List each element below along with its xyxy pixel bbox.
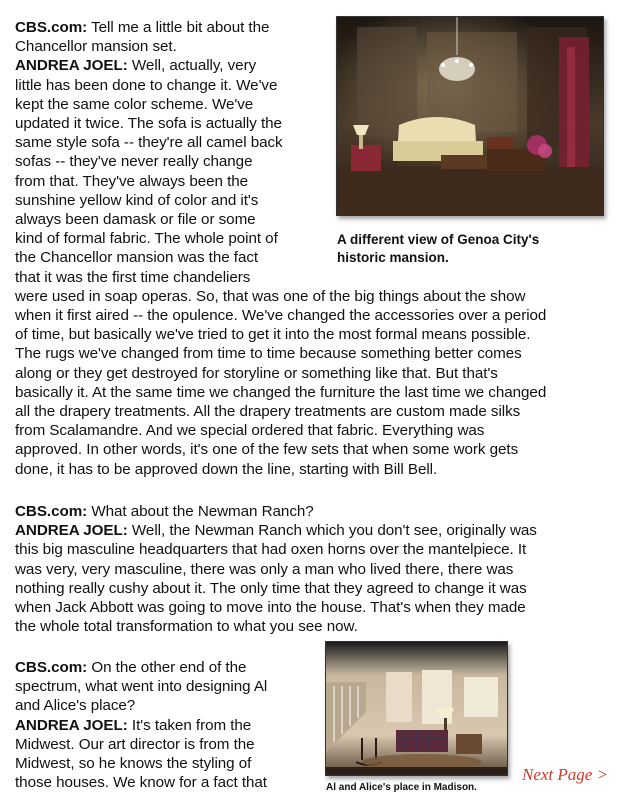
- q3-answer-speaker: ANDREA JOEL:: [15, 716, 128, 734]
- q1-answer-line: always been damask or file or some: [15, 211, 256, 229]
- q1-answer-line: from that. They've always been the: [15, 172, 249, 190]
- q1-speaker: CBS.com:: [15, 19, 88, 36]
- mansion-caption: [337, 231, 617, 267]
- q3-answer-line: Midwest. Our art director is from the: [15, 735, 255, 753]
- q1-answer-line: updated it twice. The sofa is actually the: [15, 115, 282, 133]
- al-alice-caption: Al and Alice's place in Madison.: [326, 782, 477, 793]
- q2-answer-line: when Jack Abbott was going to move into the house. That's when they made: [15, 599, 526, 617]
- al-alice-photo: [325, 641, 508, 776]
- q2-speaker: CBS.com:: [15, 503, 88, 520]
- q3-question-line: spectrum, what went into designing Al: [15, 678, 268, 696]
- q3-answer-first: [15, 716, 315, 735]
- q1-question-part1: Tell me a little bit about the: [91, 19, 270, 36]
- q3-answer-line: Midwest, so he knows the styling of: [15, 755, 252, 773]
- q2-question: What about the Newman Ranch?: [91, 503, 314, 520]
- q2-answer-line: Well, the Newman Ranch which you don't see, originally was: [131, 522, 537, 540]
- q1-answer-line: sunshine yellow kind of color and it's: [15, 191, 259, 209]
- mansion-caption-line: A different view of Genoa City's: [337, 232, 540, 247]
- next-page-link[interactable]: Next Page >: [522, 765, 609, 784]
- mansion-caption-line: historic mansion.: [337, 250, 449, 265]
- q1-line-2: Chancellor mansion set.: [15, 38, 177, 56]
- q1-answer-line: little has been done to change it. We've: [15, 76, 278, 94]
- q1-answer-line: along or they get destroyed for storyline or something like that. But that's: [15, 364, 498, 382]
- q2-answer-first: [15, 521, 620, 540]
- q1-answer-line: were used in soap operas. So, that was one of the big things about the show: [15, 287, 526, 305]
- q1-answer-line: basically it. At the same time we changed the furniture the last time we changed: [15, 383, 547, 401]
- q3-speaker: CBS.com:: [15, 659, 88, 676]
- al-alice-image: [326, 642, 507, 775]
- q2-block: [15, 502, 620, 636]
- q3-block: [15, 658, 315, 792]
- q2-answer-line: this big masculine headquarters that had oxen horns over the mantelpiece. It: [15, 541, 527, 559]
- q1-answer-line: same style sofa -- they're all camel back: [15, 134, 283, 152]
- q2-answer-line: the whole total transformation to what you see now.: [15, 618, 358, 636]
- q1-answer-line: of time, but basically we've tried to get it into the most formal means possible.: [15, 326, 531, 344]
- q1-answer-line: from Scalamandre. And we special ordered that fabric. Everything was: [15, 422, 485, 440]
- q3-answer-line: those houses. We know for a fact that: [15, 774, 267, 792]
- q1-answer-line: the Chancellor mansion was the fact: [15, 249, 259, 267]
- mansion-set-image: [337, 17, 603, 215]
- q3-question-line: On the other end of the: [91, 659, 247, 676]
- q2-answer-line: nothing really cushy about it. The only time that they agreed to change it was: [15, 579, 527, 597]
- q1-answer-line: when it first aired -- the opulence. We've changed the accessories over a period: [15, 307, 547, 325]
- q3-question-line: and Alice's place?: [15, 697, 136, 715]
- q1-answer-line: done, it has to be approved down the line, starting with Bill Bell.: [15, 460, 438, 478]
- q2-answer-speaker: ANDREA JOEL:: [15, 522, 128, 540]
- q1-answer-line: all the drapery treatments. All the drapery treatments are custom made silks: [15, 403, 521, 421]
- q1-answer-speaker: ANDREA JOEL:: [15, 57, 128, 75]
- q2-question-line: [15, 502, 620, 521]
- mansion-set-photo: [336, 16, 604, 216]
- q1-answer-line: that it was the first time chandeliers: [15, 268, 251, 286]
- q1-answer-line: The rugs we've changed from time to time because something better comes: [15, 345, 522, 363]
- q1-answer-line: kept the same color scheme. We've: [15, 95, 254, 113]
- q1-answer-line: sofas -- they've never really change: [15, 153, 253, 171]
- q3-answer-line: It's taken from the: [131, 716, 252, 734]
- q2-answer-line: was very, very masculine, there was only a man who lived there, there was: [15, 560, 514, 578]
- q3-question-first: [15, 658, 315, 677]
- q1-answer-line: Well, actually, very: [131, 57, 257, 75]
- q1-answer-line: approved. In other words, it's one of the few sets that when some work gets: [15, 441, 519, 459]
- q1-answer-line: kind of formal fabric. The whole point of: [15, 230, 278, 248]
